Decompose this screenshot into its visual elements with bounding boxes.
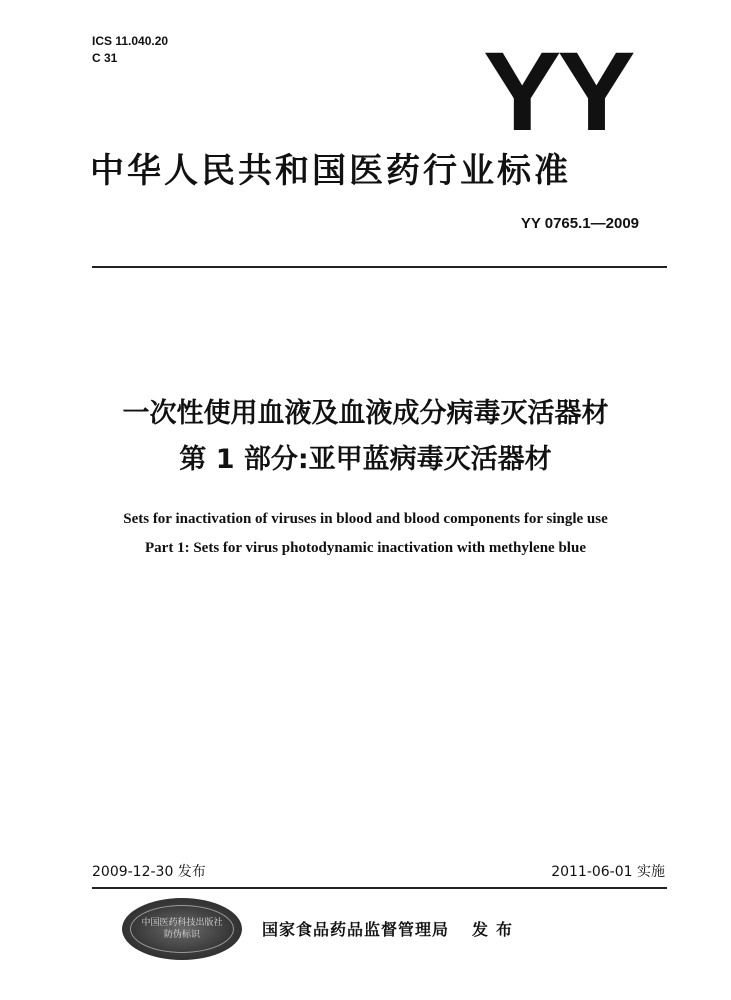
seal-ring (130, 905, 234, 953)
seal-text-line1: 中国医药科技出版社 (141, 918, 223, 928)
title-zh-line2: 第 1 部分:亚甲蓝病毒灭活器材 (179, 444, 552, 475)
header-divider (92, 266, 667, 268)
issue-label: 发布 (472, 920, 521, 939)
title-en-line2: Part 1: Sets for virus photodynamic inactivation with methylene blue (145, 540, 586, 556)
title-en-line1: Sets for inactivation of viruses in blood and blood components for single use (123, 511, 608, 527)
effective-date: 2011-06-01 实施 (551, 864, 665, 880)
release-date: 2009-12-30 发布 (92, 864, 206, 880)
seal-text-line2: 防伪标识 (163, 930, 200, 940)
ics-code: ICS 11.040.20 (92, 34, 169, 48)
issuing-authority: 国家食品药品监督管理局 (262, 920, 450, 939)
standard-logo: YY (483, 29, 632, 154)
title-zh-line1: 一次性使用血液及血液成分病毒灭活器材 (122, 398, 609, 429)
footer-divider (92, 887, 667, 889)
classification-codes (92, 33, 168, 67)
anti-counterfeit-seal (122, 898, 242, 960)
organization-title: 中华人民共和国医药行业标准 (90, 151, 571, 191)
standard-number: YY 0765.1—2009 (520, 215, 639, 232)
ccs-code: C 31 (92, 51, 118, 65)
